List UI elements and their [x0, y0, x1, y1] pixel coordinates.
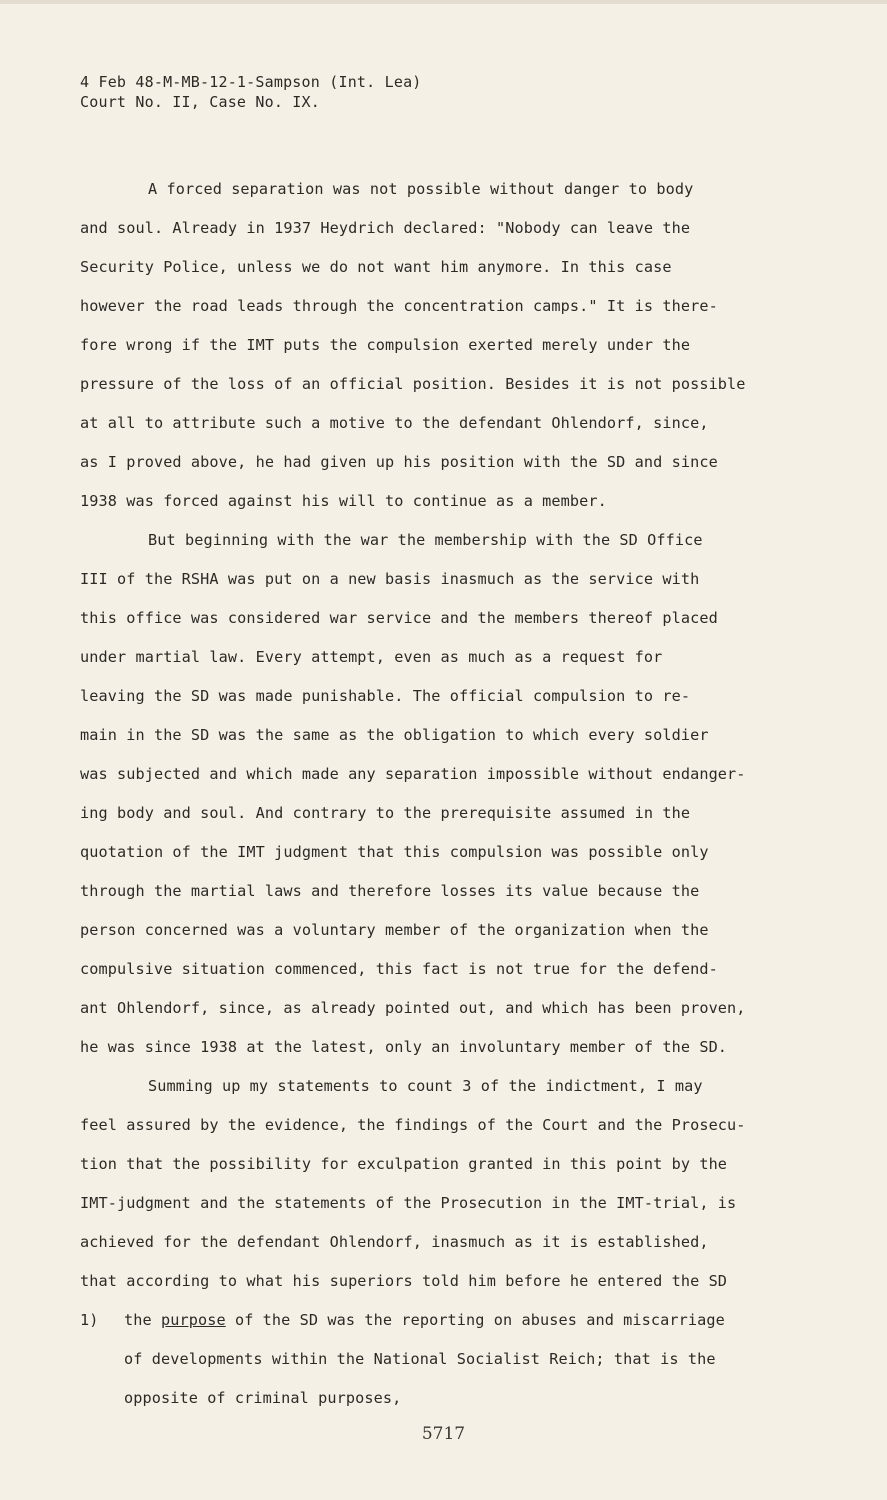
paragraph-1-line: pressure of the loss of an official position. Besides it is not possible [80, 375, 746, 393]
page-top-edge [0, 0, 887, 4]
paragraph-2-line: quotation of the IMT judgment that this compulsion was possible only [80, 843, 709, 861]
paragraph-2-line: But beginning with the war the membership with the SD Office [148, 531, 703, 549]
paragraph-1-line: at all to attribute such a motive to the defendant Ohlendorf, since, [80, 414, 709, 432]
paragraph-1-line: and soul. Already in 1937 Heydrich declared: "Nobody can leave the [80, 219, 691, 237]
paragraph-2-line: he was since 1938 at the latest, only an involuntary member of the SD. [80, 1038, 728, 1056]
list-item-1-line-3: opposite of criminal purposes, [124, 1389, 402, 1407]
paragraph-3-line: that according to what his superiors told him before he entered the SD [80, 1272, 728, 1290]
paragraph-1-line: however the road leads through the concentration camps." It is there- [80, 297, 718, 315]
paragraph-2-line: through the martial laws and therefore losses its value because the [80, 882, 700, 900]
list-item-number: 1) [80, 1311, 99, 1329]
paragraph-2-line: compulsive situation commenced, this fact is not true for the defend- [80, 960, 718, 978]
paragraph-2-line: ing body and soul. And contrary to the prerequisite assumed in the [80, 804, 691, 822]
paragraph-3-line: IMT-judgment and the statements of the Prosecution in the IMT-trial, is [80, 1194, 737, 1212]
paragraph-2-line: ant Ohlendorf, since, as already pointed out, and which has been proven, [80, 999, 746, 1017]
underlined-word: purpose [160, 1311, 226, 1329]
page-number: 5717 [421, 1424, 466, 1444]
paragraph-2-line: person concerned was a voluntary member of the organization when the [80, 921, 709, 939]
paragraph-3-line: Summing up my statements to count 3 of the indictment, I may [148, 1077, 703, 1095]
list-item-1 [80, 1301, 800, 1340]
paragraph-1-line: A forced separation was not possible without danger to body [148, 180, 694, 198]
list-item-lead: the [124, 1311, 152, 1329]
document-body [80, 170, 800, 1418]
paragraph-3-line: achieved for the defendant Ohlendorf, inasmuch as it is established, [80, 1233, 709, 1251]
list-item-1-line-2: of developments within the National Socialist Reich; that is the [124, 1350, 716, 1368]
paragraph-1-line: Security Police, unless we do not want him anymore. In this case [80, 258, 672, 276]
paragraph-2-line: III of the RSHA was put on a new basis inasmuch as the service with [80, 570, 700, 588]
paragraph-2-line: was subjected and which made any separation impossible without endanger- [80, 765, 746, 783]
document-header [80, 72, 422, 112]
header-line-1: 4 Feb 48-M-MB-12-1-Sampson (Int. Lea) [80, 73, 422, 91]
paragraph-2-line: main in the SD was the same as the obligation to which every soldier [80, 726, 709, 744]
list-item-rest: of the SD was the reporting on abuses and miscarriage [234, 1311, 725, 1329]
paragraph-2-line: this office was considered war service and the members thereof placed [80, 609, 718, 627]
paragraph-1-line: 1938 was forced against his will to continue as a member. [80, 492, 607, 510]
paragraph-2-line: leaving the SD was made punishable. The official compulsion to re- [80, 687, 691, 705]
paragraph-3-line: feel assured by the evidence, the findings of the Court and the Prosecu- [80, 1116, 746, 1134]
paragraph-1-line: fore wrong if the IMT puts the compulsion exerted merely under the [80, 336, 691, 354]
paragraph-3-line: tion that the possibility for exculpation granted in this point by the [80, 1155, 728, 1173]
paragraph-2-line: under martial law. Every attempt, even as much as a request for [80, 648, 663, 666]
paragraph-1-line: as I proved above, he had given up his position with the SD and since [80, 453, 718, 471]
header-line-2: Court No. II, Case No. IX. [80, 93, 320, 111]
